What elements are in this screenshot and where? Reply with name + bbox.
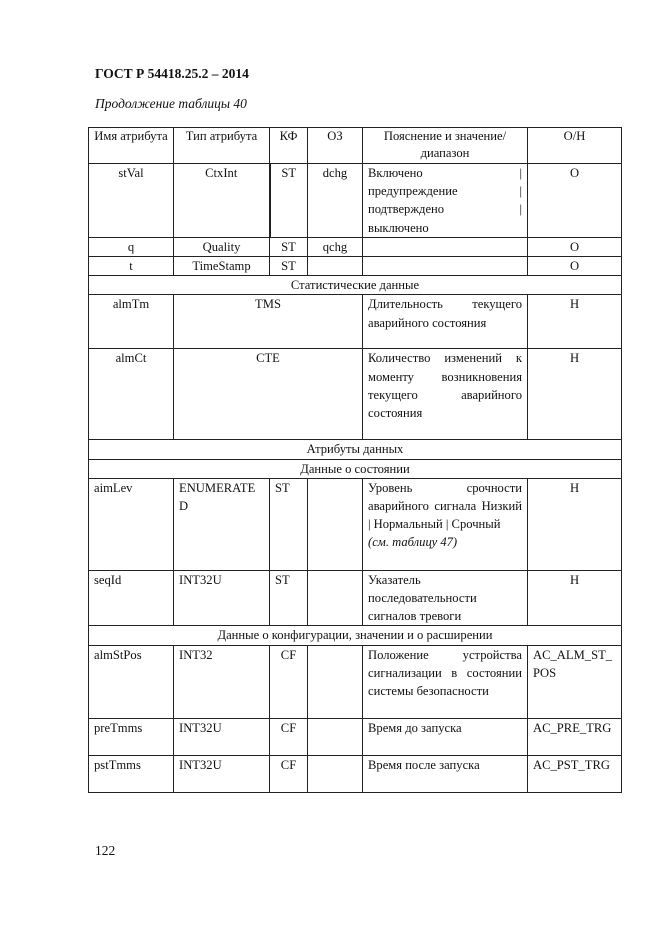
cell-desc	[363, 237, 528, 256]
header-type: Тип атрибута	[174, 128, 270, 164]
cell-mo: Н	[528, 478, 622, 570]
cell-trg: dchg	[308, 164, 363, 238]
cell-desc: Положение устройства сигнализации в состоянии системы безопасности	[363, 645, 528, 718]
cell-type: TimeStamp	[174, 257, 270, 276]
table-row	[89, 237, 622, 256]
table-row	[89, 349, 622, 440]
cell-name: pstTmms	[89, 755, 174, 792]
cell-trg	[308, 257, 363, 276]
cell-name: almCt	[89, 349, 174, 440]
cell-name: almStPos	[89, 645, 174, 718]
desc-table-ref: (см. таблицу 47)	[368, 535, 458, 550]
cell-trg	[308, 645, 363, 718]
cell-fc: CF	[270, 718, 308, 755]
cell-fc: ST	[270, 570, 308, 626]
table-continuation-caption: Продолжение таблицы 40	[95, 96, 247, 111]
cell-trg: qchg	[308, 237, 363, 256]
cell-mo: AC_ALM_ST_POS	[528, 645, 622, 718]
page-number: 122	[95, 843, 116, 858]
header-mo: О/Н	[528, 128, 622, 164]
table-row	[89, 257, 622, 276]
header-trg: ОЗ	[308, 128, 363, 164]
cell-trg	[308, 718, 363, 755]
header-desc: Пояснение и значение/диапазон	[363, 128, 528, 164]
section-row	[89, 440, 622, 459]
cell-name: q	[89, 237, 174, 256]
attributes-table	[88, 127, 622, 793]
table-row	[89, 755, 622, 792]
table-row	[89, 645, 622, 718]
cell-type: INT32U	[174, 570, 270, 626]
cell-trg	[308, 570, 363, 626]
cell-desc	[363, 478, 528, 570]
cell-trg	[308, 478, 363, 570]
header-name: Имя атрибута	[89, 128, 174, 164]
cell-name: t	[89, 257, 174, 276]
cell-type: INT32U	[174, 718, 270, 755]
cell-mo: О	[528, 257, 622, 276]
desc-text: Уровень срочности аварийного сигнала Низкий | Нормальный | Срочный	[368, 480, 522, 532]
cell-desc	[363, 257, 528, 276]
cell-desc: Время после запуска	[363, 755, 528, 792]
table-row	[89, 164, 622, 238]
cell-fc: ST	[270, 237, 308, 256]
cell-desc: Количество изменений к моменту возникновения текущего аварийного состояния	[363, 349, 528, 440]
table-row	[89, 718, 622, 755]
cell-fc: ST	[270, 478, 308, 570]
cell-fc: ST	[270, 164, 308, 238]
section-data-attributes: Атрибуты данных	[89, 440, 622, 459]
cell-mo: AC_PRE_TRG	[528, 718, 622, 755]
cell-name: seqId	[89, 570, 174, 626]
section-row	[89, 276, 622, 295]
section-status-data: Данные о состоянии	[89, 459, 622, 478]
cell-mo: О	[528, 164, 622, 238]
cell-type: INT32	[174, 645, 270, 718]
table-header-row	[89, 128, 622, 164]
cell-name: aimLev	[89, 478, 174, 570]
desc-line: выключено	[368, 220, 429, 235]
header-fc: КФ	[270, 128, 308, 164]
cell-mo: О	[528, 237, 622, 256]
cell-desc: Длительность текущего аварийного состояния	[363, 295, 528, 349]
cell-type: CTE	[174, 349, 363, 440]
cell-desc: Указатель последовательности сигналов тревоги	[363, 570, 528, 626]
desc-line: Включено |	[368, 166, 522, 180]
section-statistics: Статистические данные	[89, 276, 622, 295]
cell-fc: ST	[270, 257, 308, 276]
cell-name: preTmms	[89, 718, 174, 755]
section-row	[89, 626, 622, 645]
cell-fc: CF	[270, 755, 308, 792]
cell-type: INT32U	[174, 755, 270, 792]
cell-type: CtxInt	[174, 164, 270, 238]
desc-line: предупреждение |	[368, 184, 522, 199]
section-row	[89, 459, 622, 478]
table-row	[89, 295, 622, 349]
cell-name: almTm	[89, 295, 174, 349]
cell-type: Quality	[174, 237, 270, 256]
table-row	[89, 478, 622, 570]
cell-mo: Н	[528, 349, 622, 440]
cell-mo: AC_PST_TRG	[528, 755, 622, 792]
cell-mo: Н	[528, 295, 622, 349]
cell-name: stVal	[89, 164, 174, 238]
cell-type: TMS	[174, 295, 363, 349]
section-config-data: Данные о конфигурации, значении и о расширении	[89, 626, 622, 645]
standard-title: ГОСТ Р 54418.25.2 – 2014	[95, 66, 249, 81]
table-row	[89, 570, 622, 626]
cell-desc	[363, 164, 528, 238]
cell-trg	[308, 755, 363, 792]
desc-line: подтверждено |	[368, 202, 522, 217]
cell-desc: Время до запуска	[363, 718, 528, 755]
cell-type: ENUMERATED	[174, 478, 270, 570]
cell-mo: Н	[528, 570, 622, 626]
cell-fc: CF	[270, 645, 308, 718]
